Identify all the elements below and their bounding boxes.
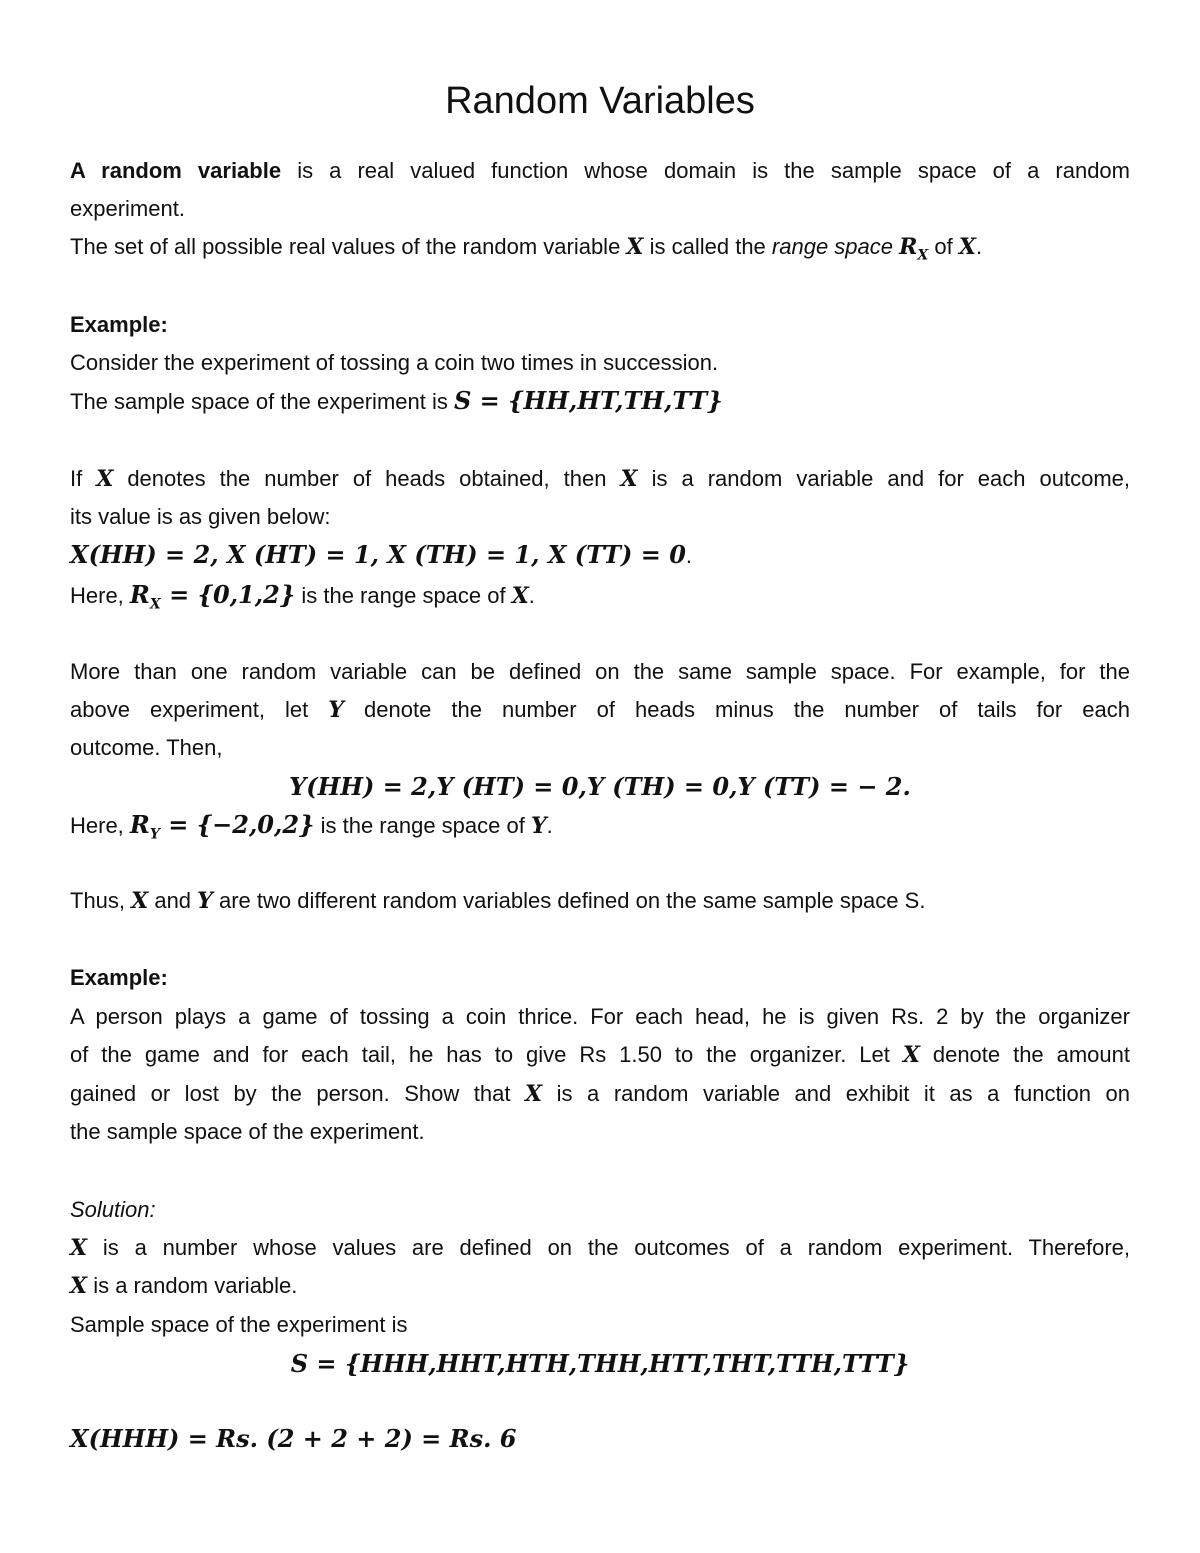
example-2-label: Example: — [70, 965, 168, 990]
example-1-line-9: outcome. Then, — [70, 735, 223, 760]
definition-line-1 — [70, 156, 1130, 186]
example-1-line-1: Consider the experiment of tossing a coin two times in succession. — [70, 350, 719, 375]
example-2-line-1: A person plays a game of tossing a coin thrice. For each head, he is given Rs. 2 by the organizer — [70, 1004, 1130, 1029]
definition-line-2: experiment. — [70, 196, 185, 221]
example-1-line-4: its value is as given below: — [70, 504, 331, 529]
y-range-line: Here, $R_Y = \{-2,0,2\}$ is the range space of Y. — [70, 810, 553, 843]
page-title: Random Variables — [445, 80, 755, 122]
example-1-line-8: above experiment, let Y denote the number of heads minus the number of tails for each — [70, 697, 1130, 723]
example-2-line-4: the sample space of the experiment. — [70, 1119, 425, 1144]
sample-space-line: The sample space of the experiment is S = {HH,HT,TH,TT} — [70, 386, 723, 415]
definition-text-1: is a real valued function whose domain is the sample space of a random — [297, 158, 1130, 183]
solution-label: Solution: — [70, 1197, 156, 1222]
solution-line-3: Sample space of the experiment is — [70, 1312, 408, 1337]
example-2-line-3: gained or lost by the person. Show that X is a random variable and exhibit it as a function on — [70, 1081, 1130, 1107]
example-1-line-7: More than one random variable can be defined on the same sample space. For example, for the — [70, 659, 1130, 684]
solution-line-1: X is a number whose values are defined on the outcomes of a random experiment. Therefore, — [70, 1235, 1130, 1261]
example-1-line-3: If X denotes the number of heads obtained, then X is a random variable and for each outcome, — [70, 466, 1130, 492]
definition-term: A random variable — [70, 158, 282, 183]
x-hhh-equation: X(HHH) = Rs. (2 + 2 + 2) = Rs. 6 — [70, 1424, 517, 1453]
conclusion-line: Thus, X and Y are two different random variables defined on the same sample space S. — [70, 888, 926, 914]
x-range-line: Here, $R_X = \{0,1,2\}$ is the range space of X. — [70, 580, 535, 613]
example-2-line-2: of the game and for each tail, he has to give Rs 1.50 to the organizer. Let X denote the amount — [70, 1042, 1130, 1068]
y-values-equation: Y(HH) = 2,Y (HT) = 0,Y (TH) = 0,Y (TT) = − 2. — [289, 772, 911, 801]
example-1-label: Example: — [70, 312, 168, 337]
sample-space-equation: S = {HHH,HHT,HTH,THH,HTT,THT,TTH,TTT} — [290, 1349, 910, 1378]
range-space-line: The set of all possible real values of the random variable X is called the range space $R_X$ of X. — [70, 234, 983, 264]
x-values-equation: X(HH) = 2, X (HT) = 1, X (TH) = 1, X (TT) = 0. — [70, 540, 693, 569]
solution-line-2: X is a random variable. — [70, 1273, 298, 1299]
